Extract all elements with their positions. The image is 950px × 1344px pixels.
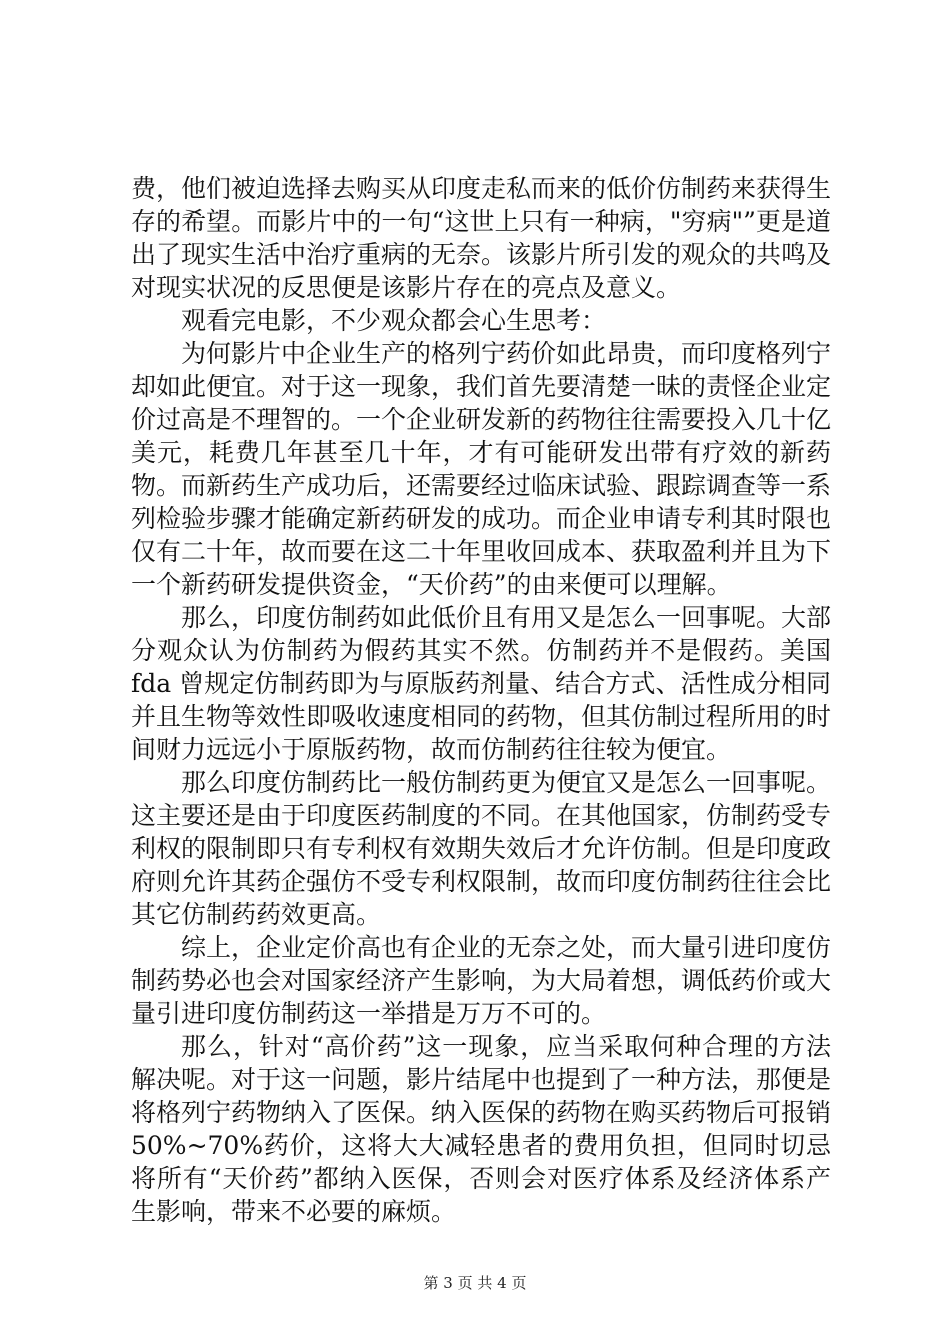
paragraph-1: 费，他们被迫选择去购买从印度走私而来的低价仿制药来获得生存的希望。而影片中的一句“这世上只有一种病，"穷病"”更是道出了现实生活中治疗重病的无奈。该影片所引发的观众的共鸣及对现实状况的反思便是该影片存在的亮点及意义。	[131, 174, 832, 302]
page-number-footer: 第 3 页 共 4 页	[423, 1274, 527, 1292]
paragraph-3: 为何影片中企业生产的格列宁药价如此昂贵，而印度格列宁却如此便宜。对于这一现象，我们首先要清楚一昧的责怪企业定价过高是不理智的。一个企业研发新的药物往往需要投入几十亿美元，耗费几年甚至几十年，才有可能研发出带有疗效的新药物。而新药生产成功后，还需要经过临床试验、跟踪调查等一系列检验步骤才能确定新药研发的成功。而企业申请专利其时限也仅有二十年，故而要在这二十年里收回成本、获取盈利并且为下一个新药研发提供资金，“天价药”的由来便可以理解。	[131, 339, 832, 599]
paragraph-2: 观看完电影，不少观众都会心生思考：	[181, 306, 607, 335]
paragraph-4: 那么，印度仿制药如此低价且有用又是怎么一回事呢。大部分观众认为仿制药为假药其实不然。仿制药并不是假药。美国 fda 曾规定仿制药即为与原版药剂量、结合方式、活性成分相同并且生物等效性即吸收速度相同的药物，但其仿制过程所用的时间财力远远小于原版药物，故而仿制药往往较为便宜。	[131, 603, 832, 764]
paragraph-5: 那么印度仿制药比一般仿制药更为便宜又是怎么一回事呢。这主要还是由于印度医药制度的不同。在其他国家，仿制药受专利权的限制即只有专利权有效期失效后才允许仿制。但是印度政府则允许其药企强仿不受专利权限制，故而印度仿制药往往会比其它仿制药药效更高。	[131, 768, 832, 929]
body-text	[131, 172, 831, 1228]
paragraph-7: 那么，针对“高价药”这一现象，应当采取何种合理的方法解决呢。对于这一问题，影片结尾中也提到了一种方法，那便是将格列宁药物纳入了医保。纳入医保的药物在购买药物后可报销 50%~70%药价，这将大大减轻患者的费用负担，但同时切忌将所有“天价药”都纳入医保，否则会对医疗体系及经济体系产生影响，带来不必要的麻烦。	[131, 1032, 832, 1226]
paragraph-6: 综上，企业定价高也有企业的无奈之处，而大量引进印度仿制药势必也会对国家经济产生影响，为大局着想，调低药价或大量引进印度仿制药这一举措是万万不可的。	[131, 933, 832, 1028]
